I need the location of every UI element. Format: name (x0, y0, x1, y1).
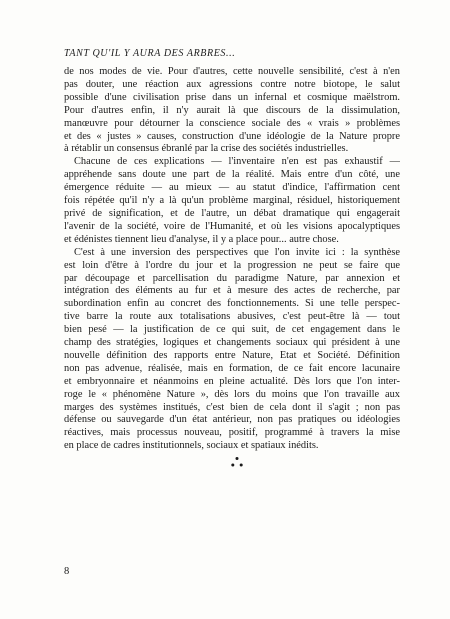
text-line: intégration des éléments au fur et à mesure des actes de recherche, par (64, 285, 400, 297)
paragraph-1 (64, 66, 400, 156)
text-line: roge le « phénomène Nature », dès lors du moins que l'on travaille aux (64, 388, 400, 400)
text-line: par découpage et parcellisation du paradigme Nature, par annexion et (64, 272, 400, 284)
text-line: et embryonnaire et néanmoins en pleine actualité. Dès lors que l'on inter- (64, 375, 400, 387)
text-line: pas douter, une réaction aux agressions contre notre biotope, le salut (64, 78, 400, 90)
text-line: Pour d'autres enfin, il n'y aurait là que discours de la dissimulation, (64, 104, 400, 116)
text-line: nouvelle définition des rapports entre Nature, Etat et Société. Définition (64, 349, 400, 361)
page-number: 8 (64, 566, 70, 577)
text-line: Chacune de ces explications — l'inventaire n'en est pas exhaustif — (74, 156, 400, 168)
text-line: et édénistes tiennent lieu d'analyse, il y a place pour... autre chose. (64, 233, 339, 245)
text-line: à rétablir un consensus ébranlé par la crise des sociétés industrielles. (64, 143, 349, 155)
text-line: marges des systèmes institués, c'est bien de cela dont il s'agit ; non pas (64, 401, 400, 413)
text-line: appréhende sans doute une part de la réalité. Mais entre d'un côté, une (64, 169, 400, 181)
text-line: manœuvre pour détourner la conscience sociale des « vrais » problèmes (64, 117, 400, 129)
text-line: émergence réduite — au mieux — au statut d'indice, l'affirmation cent (64, 182, 400, 194)
text-line: et des « justes » causes, construction d'une idéologie de la Nature propre (64, 130, 400, 142)
text-line: l'avenir de la société, voire de l'Humanité, et où les visions apocalyptiques (64, 220, 400, 232)
text-line: non pas advenue, réalisée, mais en formation, de ce fait encore lacunaire (64, 362, 400, 374)
text-line: C'est à une inversion des perspectives que l'on invite ici : la synthèse (74, 246, 400, 258)
text-line: fois répétée qu'il n'y a là qu'un problème marginal, résiduel, historiquement (64, 195, 400, 207)
text-line: champ des stratégies, logiques et changements sociaux qui président à une (64, 337, 400, 349)
text-line: défense ou sauvegarde d'un état antérieur, non pas pratiques ou idéologies (64, 414, 400, 426)
paragraph-3 (64, 247, 400, 454)
text-line: privé de signification, et de l'autre, un débat dramatique qui engagerait (64, 207, 400, 219)
text-line: réactives, mais processus nouveau, positif, programmé à travers la mise (64, 427, 400, 439)
text-line: subordination enfin au concret des fonctionnements. Si une telle perspec- (64, 298, 400, 310)
text-line: de nos modes de vie. Pour d'autres, cette nouvelle sensibilité, c'est à n'en (64, 66, 400, 77)
running-head: TANT QU'IL Y AURA DES ARBRES... (64, 48, 236, 59)
paragraph-2 (64, 156, 400, 246)
text-line: est loin d'être à l'ordre du jour et la progression ne peut se faire que (64, 259, 400, 271)
text-line: en place de cadres institutionnels, sociaux et spatiaux inédits. (64, 440, 319, 452)
text-line: tive barre la route aux totalisations abusives, c'est peut-être là — tout (64, 311, 400, 323)
text-line: bien pesé — la justification de ce qui suit, de cet engagement dans le (64, 324, 400, 336)
asterism-icon (230, 456, 244, 468)
body-text (64, 66, 400, 453)
text-line: possible d'une civilisation prise dans un infernal et cosmique maëlstrom. (64, 91, 400, 103)
